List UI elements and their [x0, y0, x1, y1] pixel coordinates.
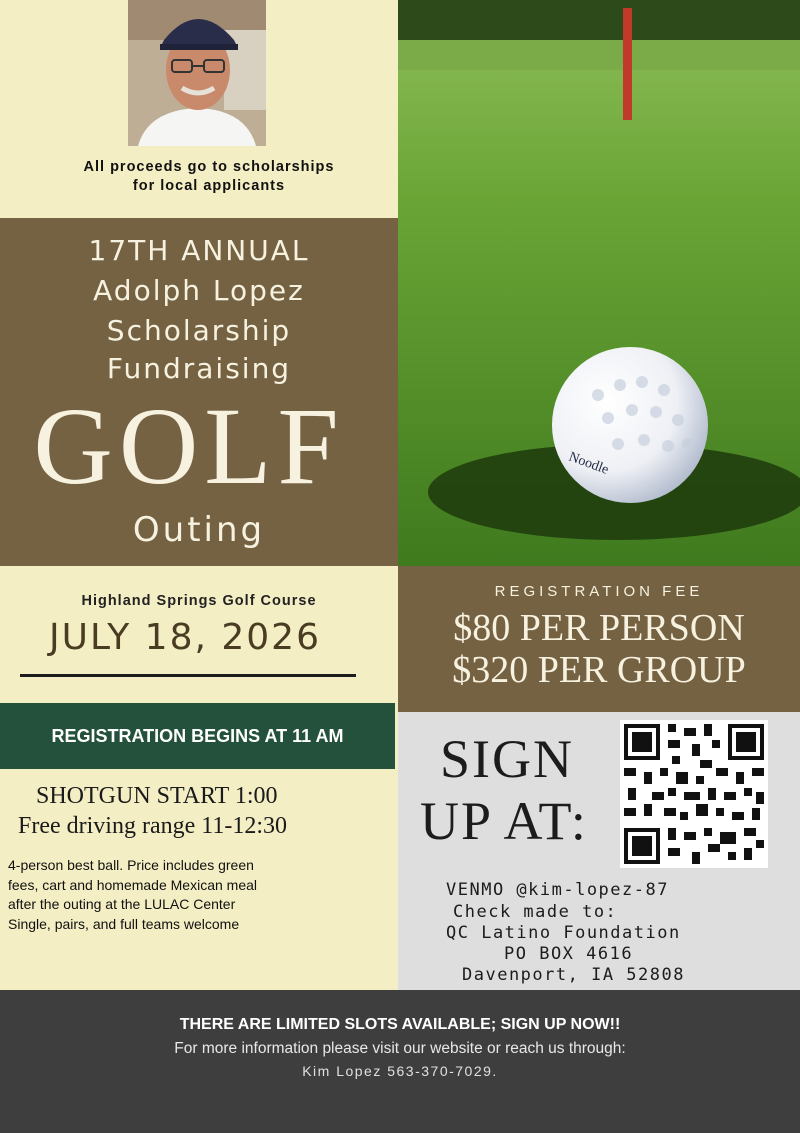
info-text: For more information please visit our website or reach us through:: [174, 1040, 626, 1057]
footer: [0, 990, 800, 1133]
flagstick: [623, 8, 632, 120]
date-divider: [20, 674, 356, 677]
fee-label: REGISTRATION FEE: [494, 583, 704, 600]
schedule: [18, 781, 398, 841]
qr-code-icon[interactable]: [620, 720, 768, 868]
proceeds-line-1: All proceeds go to scholarships: [83, 159, 335, 175]
driving-range: Free driving range 11-12:30: [18, 813, 288, 839]
title-panel: [0, 218, 398, 566]
proceeds-line-2: for local applicants: [132, 178, 286, 194]
scholarship-label: Scholarship: [106, 314, 292, 347]
fee-per-person: $80 PER PERSON: [453, 607, 745, 649]
annual-label: 17TH ANNUAL: [88, 234, 310, 267]
signup-heading-1: SIGN: [440, 729, 575, 789]
check-payable: Check made to:: [453, 902, 618, 922]
po-box: PO BOX 4616: [504, 944, 634, 964]
city-address: Davenport, IA 52808: [462, 965, 685, 985]
event-date: JULY 18, 2026: [49, 617, 321, 658]
course-name: Highland Springs Golf Course: [81, 593, 317, 609]
foundation-name: QC Latino Foundation: [446, 923, 681, 943]
fee-per-group: $320 PER GROUP: [452, 649, 746, 691]
golf-heading: GOLF: [33, 385, 345, 507]
registration-time: REGISTRATION BEGINS AT 11 AM: [51, 726, 344, 746]
event-details: [8, 856, 400, 934]
signup-heading-2: UP AT:: [420, 791, 588, 851]
fundraising-label: Fundraising: [106, 352, 292, 385]
honoree-portrait: [128, 0, 266, 146]
golf-ball-photo: [398, 0, 800, 566]
details-line: Single, pairs, and full teams welcome: [8, 915, 240, 932]
details-line: after the outing at the LULAC Center: [8, 896, 236, 912]
details-line: fees, cart and homemade Mexican meal: [8, 876, 258, 893]
limited-slots-headline: THERE ARE LIMITED SLOTS AVAILABLE; SIGN UP NOW!!: [179, 1016, 621, 1033]
proceeds-note: [20, 158, 398, 196]
details-line: 4-person best ball. Price includes green: [8, 857, 254, 873]
golf-ball: [552, 347, 708, 503]
outing-label: Outing: [132, 510, 266, 550]
shotgun-start: SHOTGUN START 1:00: [36, 783, 278, 809]
venmo-handle: VENMO @kim-lopez-87: [446, 880, 669, 900]
honoree-name: Adolph Lopez: [93, 274, 305, 307]
contact-text: Kim Lopez 563-370-7029.: [302, 1063, 498, 1079]
svg-text:Noodle: Noodle: [566, 449, 611, 478]
